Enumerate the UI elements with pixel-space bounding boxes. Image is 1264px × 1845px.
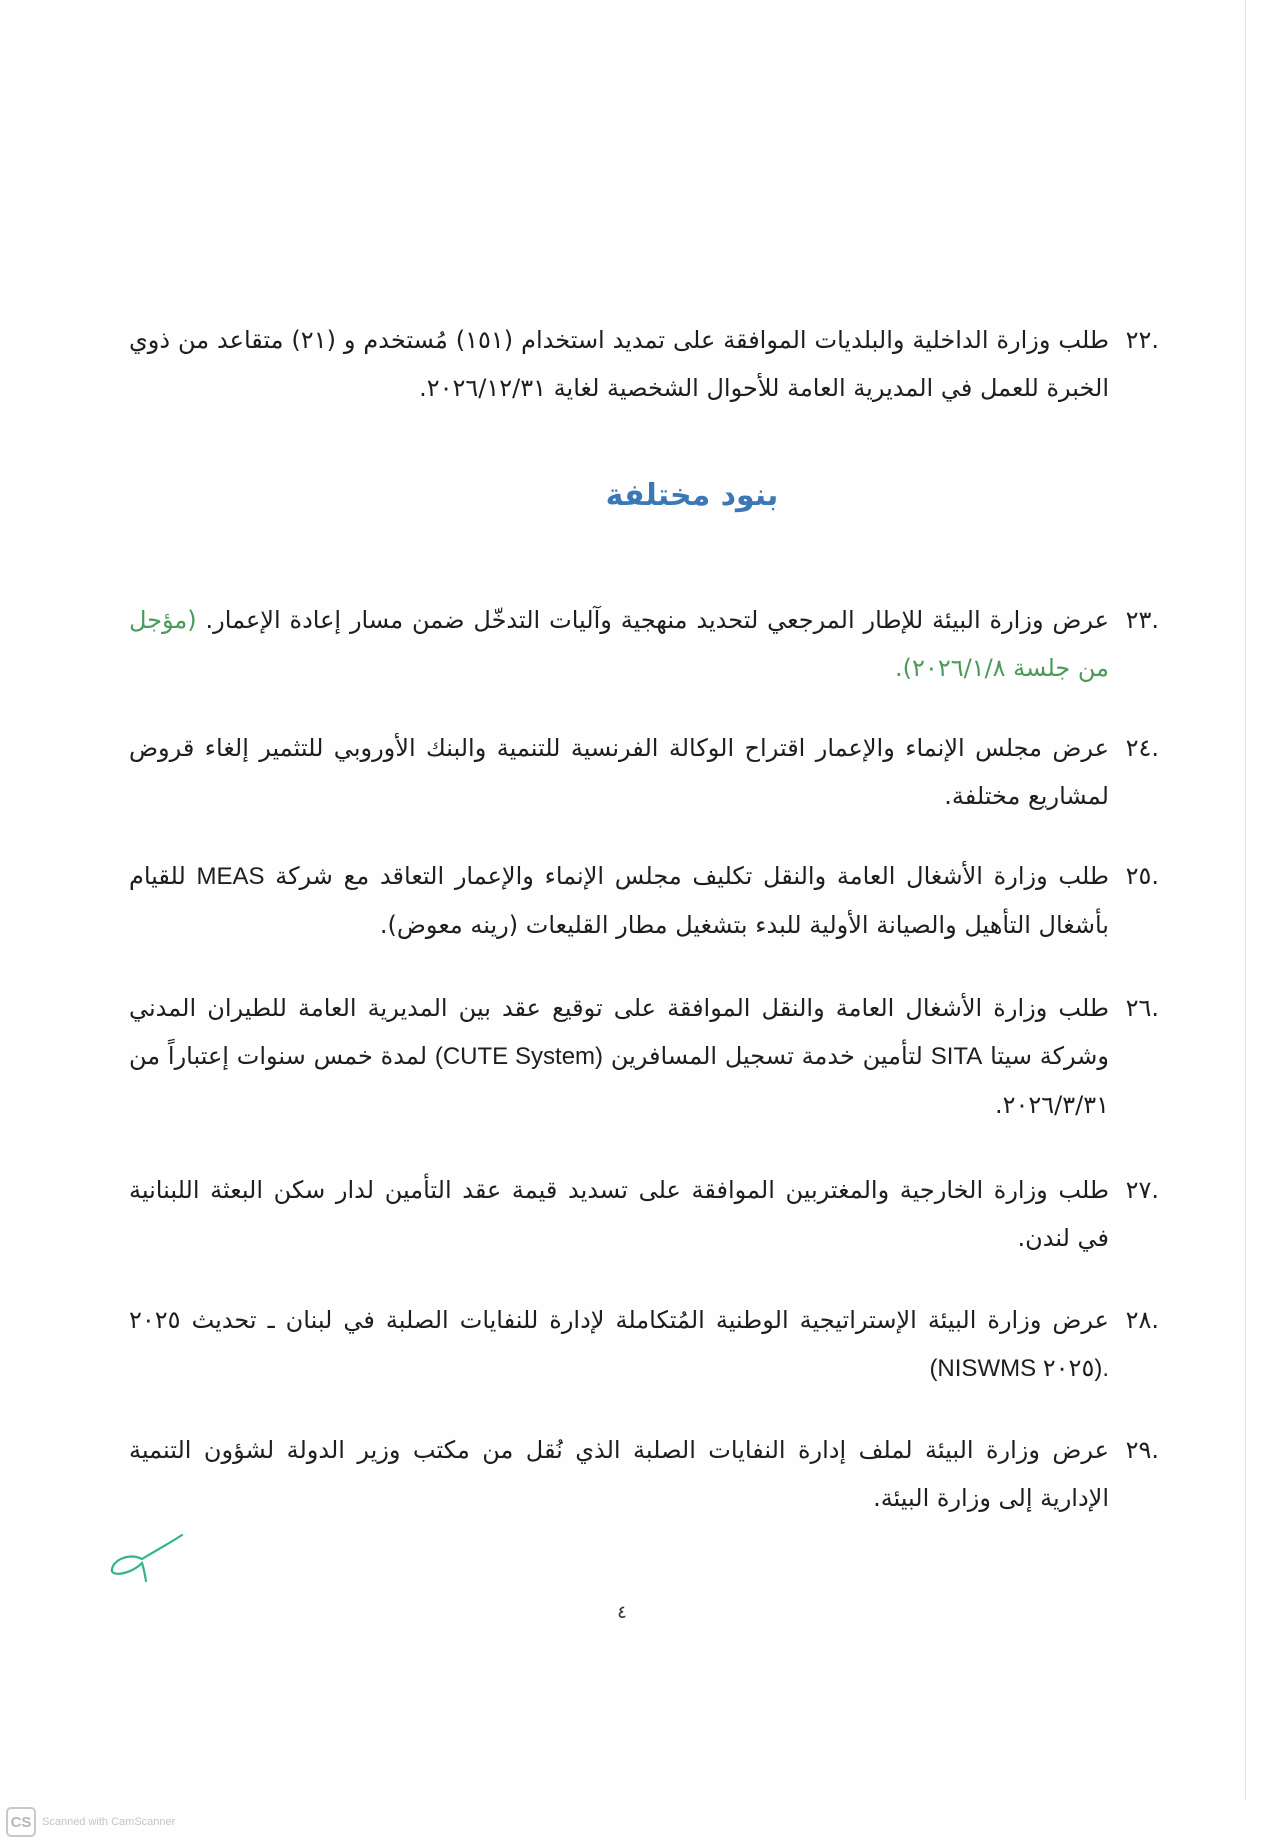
item-text-start: طلب وزارة الأشغال العامة والنقل تكليف مجلس الإنماء والإعمار التعاقد مع شركة xyxy=(275,862,1110,890)
item-text-middle: لتأمين خدمة تسجيل المسافرين xyxy=(610,1042,923,1070)
camscanner-logo-icon: CS xyxy=(6,1807,36,1837)
page-number: ٤ xyxy=(617,1602,627,1623)
agenda-item-29 xyxy=(129,1426,1159,1522)
section-heading-text: بنود مختلفة xyxy=(605,478,779,513)
agenda-item-24 xyxy=(129,724,1159,820)
item-text: عرض وزارة البيئة للإطار المرجعي لتحديد منهجية وآليات التدخّل ضمن مسار إعادة الإعمار. xyxy=(205,606,1109,634)
agenda-item-27 xyxy=(129,1166,1159,1262)
item-text-start: طلب وزارة الأشغال العامة والنقل الموافقة على توقيع عقد بين المديرية العامة للطيران المدني وشركة سيتا xyxy=(129,994,1110,1070)
section-heading xyxy=(0,478,1264,513)
item-body xyxy=(129,1296,1109,1393)
item-number: .٢٣ xyxy=(1125,606,1159,634)
item-number: .٢٩ xyxy=(1125,1436,1159,1464)
item-text: طلب وزارة الداخلية والبلديات الموافقة على تمديد استخدام (١٥١) مُستخدم و (٢١) متقاعد من ذوي الخبرة للعمل في المديرية العامة للأحوال الشخصية لغاية ٢٠٢٦/١٢/٣١. xyxy=(129,326,1109,402)
strategy-acronym: (NISWMS ٢٠٢٥). xyxy=(929,1355,1109,1382)
company-name: SITA xyxy=(930,1043,983,1070)
item-body xyxy=(129,596,1109,692)
page-edge-line xyxy=(1245,0,1246,1800)
agenda-item-28 xyxy=(129,1296,1159,1393)
postponed-note: (مؤجل من جلسة ٢٠٢٦/١/٨). xyxy=(129,606,1109,682)
signature-mark xyxy=(100,1525,200,1585)
item-number: .٢٨ xyxy=(1125,1306,1159,1334)
item-number: .٢٤ xyxy=(1125,734,1159,762)
item-number: .٢٦ xyxy=(1125,994,1159,1022)
item-number: .٢٧ xyxy=(1125,1176,1159,1204)
item-text: عرض وزارة البيئة الإستراتيجية الوطنية المُتكاملة لإدارة للنفايات الصلبة في لبنان ـ تحديث ٢٠٢٥ xyxy=(129,1306,1109,1334)
item-text: عرض مجلس الإنماء والإعمار اقتراح الوكالة الفرنسية للتنمية والبنك الأوروبي للتثمير إلغاء قروض لمشاريع مختلفة. xyxy=(129,734,1109,810)
item-body xyxy=(129,852,1109,949)
scanner-text: Scanned with CamScanner xyxy=(42,1816,176,1828)
system-name: (CUTE System) xyxy=(434,1043,604,1070)
item-text: طلب وزارة الخارجية والمغتربين الموافقة على تسديد قيمة عقد التأمين لدار سكن البعثة اللبنانية في لندن. xyxy=(129,1176,1109,1252)
item-text: عرض وزارة البيئة لملف إدارة النفايات الصلبة الذي نُقل من مكتب وزير الدولة لشؤون التنمية الإدارية إلى وزارة البيئة. xyxy=(129,1436,1109,1512)
item-text-end: لمدة خمس سنوات إعتباراً من ٢٠٢٦/٣/٣١. xyxy=(129,1042,1109,1119)
item-body xyxy=(129,984,1109,1129)
scanner-watermark xyxy=(6,1802,175,1842)
item-number: .٢٥ xyxy=(1125,862,1159,890)
item-number: .٢٢ xyxy=(1125,326,1159,354)
company-name: MEAS xyxy=(196,863,265,890)
agenda-item-23 xyxy=(129,596,1159,692)
item-text-end: للقيام بأشغال التأهيل والصيانة الأولية للبدء بتشغيل مطار القليعات (رينه معوض). xyxy=(129,862,1109,939)
agenda-item-22 xyxy=(129,316,1159,412)
agenda-item-25 xyxy=(129,852,1159,949)
agenda-item-26 xyxy=(129,984,1159,1129)
